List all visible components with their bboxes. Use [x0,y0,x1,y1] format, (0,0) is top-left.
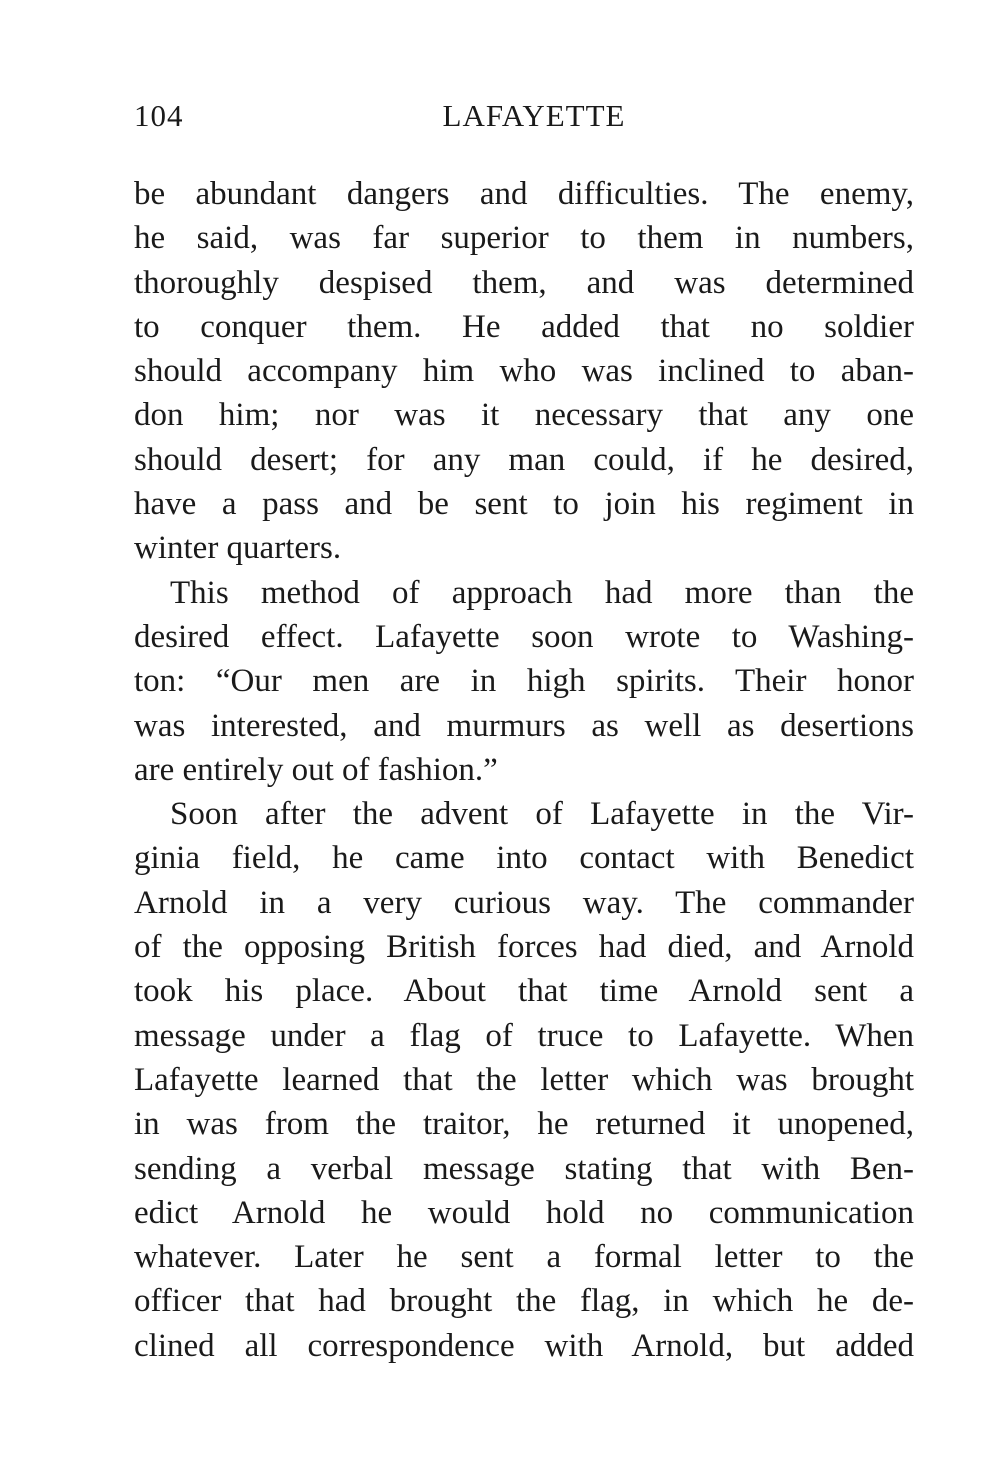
text-line: Arnold in a very curious way. The commander [134,884,914,921]
text-line: whatever. Later he sent a formal letter to the [134,1239,914,1276]
text-line: winter quarters. [134,530,342,567]
text-line: in was from the traitor, he returned it unopened, [134,1106,914,1143]
paragraph-1 [134,172,914,571]
text-line: was interested, and murmurs as well as desertions [134,707,914,744]
running-title: LAFAYETTE [442,98,626,133]
text-line: are entirely out of fashion.” [134,751,498,788]
text-line: Lafayette learned that the letter which was brought [134,1061,914,1098]
text-line: took his place. About that time Arnold sent a [134,973,914,1010]
running-head [134,96,914,136]
text-line: should desert; for any man could, if he desired, [134,441,914,478]
text-line: officer that had brought the flag, in which he de- [134,1283,914,1320]
text-line: message under a flag of truce to Lafayette. When [134,1017,914,1054]
page-number: 104 [134,98,184,133]
text-line: ginia field, he came into contact with Benedict [134,840,914,877]
text-line: to conquer them. He added that no soldier [134,308,914,345]
text-line: This method of approach had more than the [170,574,914,611]
text-line: should accompany him who was inclined to aban- [134,353,914,390]
text-line: sending a verbal message stating that with Ben- [134,1150,914,1187]
text-line: edict Arnold he would hold no communication [134,1194,914,1231]
body-text [134,172,914,1368]
text-line: he said, was far superior to them in numbers, [134,220,914,257]
text-line: have a pass and be sent to join his regiment in [134,486,914,523]
text-line: thoroughly despised them, and was determined [134,264,914,301]
text-line: desired effect. Lafayette soon wrote to Washing- [134,618,914,655]
text-line: be abundant dangers and difficulties. The enemy, [134,176,914,212]
paragraph-2 [134,571,914,792]
paragraph-3 [134,792,914,1368]
text-line: don him; nor was it necessary that any one [134,397,914,434]
text-line: clined all correspondence with Arnold, but added [134,1327,914,1364]
text-line: of the opposing British forces had died, and Arnold [134,929,914,966]
text-line: Soon after the advent of Lafayette in the Vir- [170,796,914,833]
text-line: ton: “Our men are in high spirits. Their honor [134,663,914,700]
